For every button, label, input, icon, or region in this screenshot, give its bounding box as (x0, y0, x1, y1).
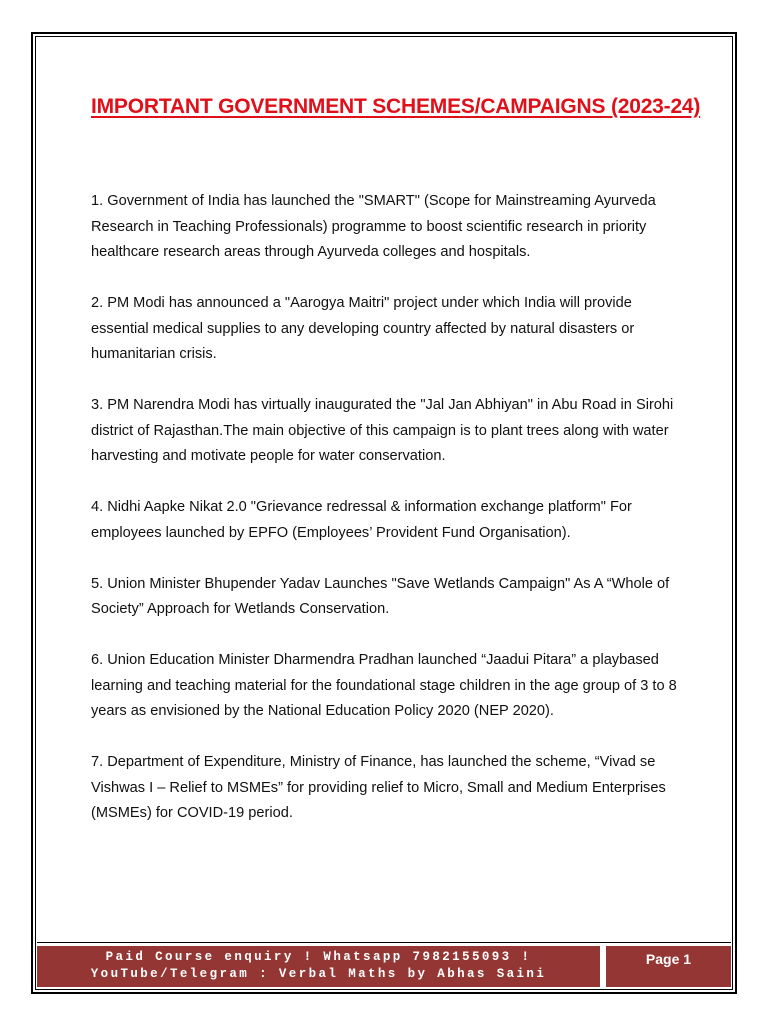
page-title: IMPORTANT GOVERNMENT SCHEMES/CAMPAIGNS (2023-24) (91, 95, 701, 118)
scheme-item-7: 7. Department of Expenditure, Ministry of Finance, has launched the scheme, “Vivad se Vishwas I – Relief to MSMEs” for providing relief to Micro, Small and Medium Enterprises (MSMEs) for COVID-19 period. (91, 754, 666, 821)
scheme-item-1: 1. Government of India has launched the "SMART" (Scope for Mainstreaming Ayurveda Research in Teaching Professionals) programme to boost scientific research in priority healthcare research areas through Ayurveda colleges and hospitals. (91, 193, 656, 260)
page-footer (37, 942, 731, 989)
page-number: Page 1 (606, 946, 731, 987)
footer-contact-line-2: YouTube/Telegram : Verbal Maths by Abhas Saini (90, 967, 547, 981)
scheme-item-6: 6. Union Education Minister Dharmendra Pradhan launched “Jaadui Pitara” a playbased learning and teaching material for the foundational stage children in the age group of 3 to 8 years as envisioned by the National Education Policy 2020 (NEP 2020). (91, 652, 677, 719)
scheme-item-4: 4. Nidhi Aapke Nikat 2.0 "Grievance redressal & information exchange platform" For employees launched by EPFO (Employees’ Provident Fund Organisation). (91, 499, 632, 541)
footer-contact-line-1: Paid Course enquiry ! Whatsapp 7982155093 ! (105, 950, 532, 964)
scheme-list (91, 189, 681, 852)
scheme-item-5: 5. Union Minister Bhupender Yadav Launches "Save Wetlands Campaign" As A “Whole of Society” Approach for Wetlands Conservation. (91, 575, 670, 617)
scheme-item-2: 2. PM Modi has announced a "Aarogya Maitri" project under which India will provide essential medical supplies to any developing country affected by natural disasters or humanitarian crisis. (91, 295, 635, 362)
footer-contact-banner (37, 946, 600, 987)
scheme-item-3: 3. PM Narendra Modi has virtually inaugurated the "Jal Jan Abhiyan" in Abu Road in Sirohi district of Rajasthan.The main objective of this campaign is to plant trees along with water harvesting and motivate people for water conservation. (91, 397, 674, 464)
